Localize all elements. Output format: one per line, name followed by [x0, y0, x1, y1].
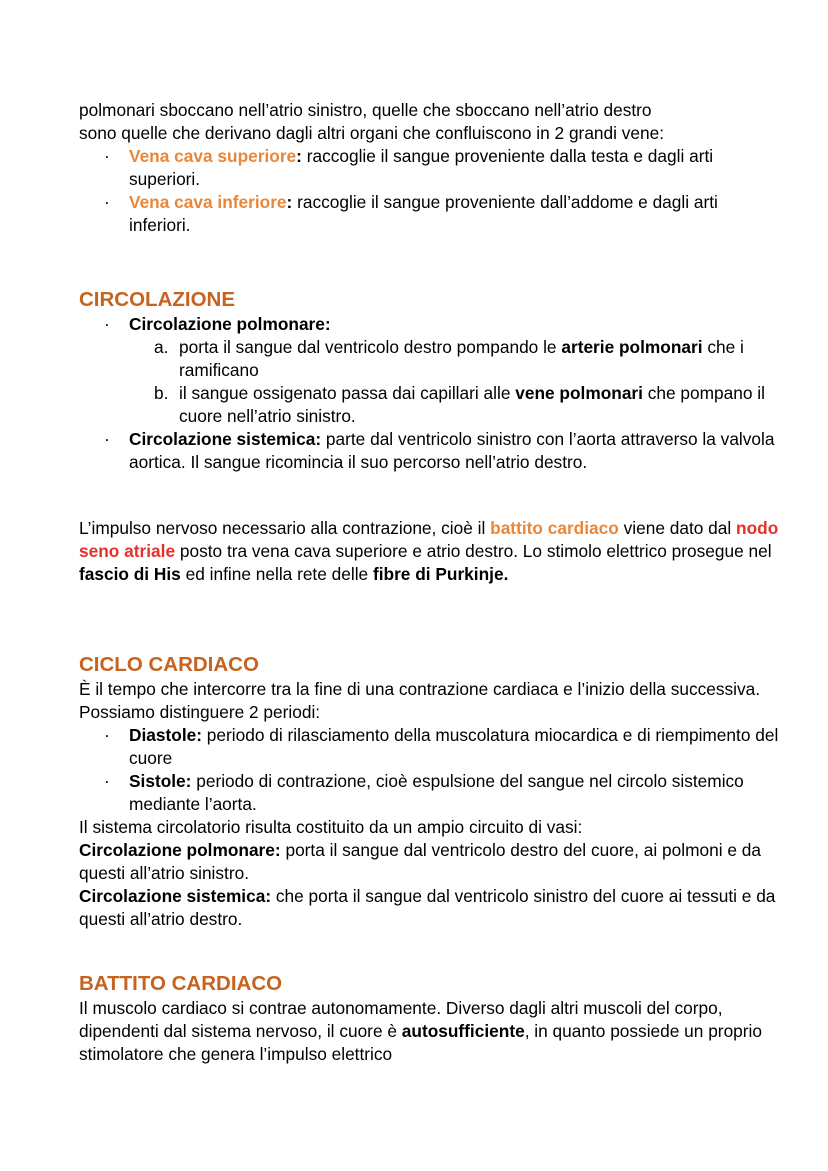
term-sistole: Sistole:	[129, 771, 192, 791]
sistema-circolatorio-line: Il sistema circolatorio risulta costituito da un ampio circuito di vasi:	[79, 817, 583, 837]
term-fibre-di-purkinje: fibre di Purkinje.	[372, 564, 509, 584]
term-arterie-polmonari: arterie polmonari	[561, 337, 703, 357]
ciclo-intro: È il tempo che intercorre tra la fine di una contrazione cardiaca e l’inizio della successiva. Possiamo distinguere 2 periodi:	[79, 679, 761, 722]
circolazione-sistemica-title: Circolazione sistemica:	[129, 429, 322, 449]
impulso-text-3: posto tra vena cava superiore e atrio destro. Lo stimolo elettrico prosegue nel	[175, 541, 772, 561]
heading-ciclo-cardiaco: CICLO CARDIACO	[79, 653, 259, 676]
battito-text-2: , in quanto possiede un proprio stimolatore che genera l’impulso elettrico	[79, 1021, 762, 1064]
impulso-text-2: viene dato dal	[618, 518, 737, 538]
term-colon: :	[286, 192, 293, 212]
term-circolazione-polmonare: Circolazione polmonare:	[79, 840, 281, 860]
impulso-text	[79, 517, 779, 586]
list-item-vena-cava-inferiore	[79, 191, 779, 237]
heading-battito-cardiaco: BATTITO CARDIACO	[79, 972, 283, 995]
bullet-icon: ·	[104, 725, 110, 745]
term-diastole: Diastole:	[129, 725, 202, 745]
circolazione-section	[79, 287, 779, 474]
intro-line-1: polmonari sboccano nell’atrio sinistro, quelle che sboccano nell’atrio destro	[79, 100, 652, 120]
list-item-sistole	[79, 770, 779, 816]
vene-cave-list	[79, 145, 779, 237]
battito-paragraph	[79, 997, 779, 1066]
circolazione-polmonare-text: porta il sangue dal ventricolo destro del cuore, ai polmoni e da questi all’atrio sinistro.	[79, 840, 761, 883]
vena-cava-superiore-text: raccoglie il sangue proveniente dalla testa e dagli arti superiori.	[129, 146, 714, 189]
bullet-icon: ·	[104, 146, 110, 166]
bullet-icon: ·	[104, 314, 110, 334]
term-vene-polmonari: vene polmonari	[515, 383, 643, 403]
term-vena-cava-superiore: Vena cava superiore	[129, 146, 297, 166]
sublist-number: a.	[154, 337, 169, 357]
term-fascio-di-his: fascio di His	[79, 564, 181, 584]
term-nodo-seno-atriale: nodo seno atriale	[79, 518, 779, 561]
impulso-paragraph	[79, 517, 779, 586]
list-item-vena-cava-superiore	[79, 145, 779, 191]
diastole-text: periodo di rilasciamento della muscolatura miocardica e di riempimento del cuore	[129, 725, 779, 768]
circolazione-list-2	[79, 428, 779, 474]
circolazione-sistemica-text-2: che porta il sangue dal ventricolo sinistro del cuore ai tessuti e da questi all’atrio destro.	[79, 886, 776, 929]
bullet-icon: ·	[104, 192, 110, 212]
impulso-text-1: L’impulso nervoso necessario alla contrazione, cioè il	[79, 518, 491, 538]
circolazione-polmonare-title: Circolazione polmonare:	[129, 314, 331, 334]
circolazione-polmonare-paragraph	[79, 839, 779, 885]
list-item-diastole	[79, 724, 779, 770]
sublist-number: b.	[154, 383, 169, 403]
circolazione-sistemica-text: parte dal ventricolo sinistro con l’aorta attraverso la valvola aortica. Il sangue ricomincia il suo percorso nell’atrio destro.	[129, 429, 775, 472]
periodi-list	[79, 724, 779, 816]
term-battito-cardiaco: battito cardiaco	[490, 518, 619, 538]
sublist-a-text-2: che i ramificano	[179, 337, 744, 380]
vena-cava-inferiore-text: raccoglie il sangue proveniente dall’addome e dagli arti inferiori.	[129, 192, 718, 235]
sublist-item-a	[79, 336, 779, 382]
intro-section	[79, 99, 779, 237]
list-item-circolazione-polmonare	[79, 313, 779, 336]
term-vena-cava-inferiore: Vena cava inferiore	[129, 192, 287, 212]
ciclo-cardiaco-section	[79, 652, 779, 931]
impulso-text-4: ed infine nella rete delle	[180, 564, 373, 584]
sistole-text: periodo di contrazione, cioè espulsione del sangue nel circolo sistemico mediante l’aorta.	[129, 771, 744, 814]
circolazione-sistemica-paragraph	[79, 885, 779, 931]
battito-text-1: Il muscolo cardiaco si contrae autonomamente. Diverso dagli altri muscoli del corpo, dipendenti dal sistema nervoso, il cuore è	[79, 998, 723, 1041]
bullet-icon: ·	[104, 429, 110, 449]
intro-line-2: sono quelle che derivano dagli altri organi che confluiscono in 2 grandi vene:	[79, 123, 665, 143]
sublist-b-text-2: che pompano il cuore nell’atrio sinistro.	[179, 383, 765, 426]
battito-cardiaco-section	[79, 971, 779, 1066]
list-item-circolazione-sistemica	[79, 428, 779, 474]
sublist-a-text-1: porta il sangue dal ventricolo destro pompando le	[179, 337, 562, 357]
sublist-item-b	[79, 382, 779, 428]
term-colon: :	[296, 146, 302, 166]
circolazione-list	[79, 313, 779, 336]
heading-circolazione: CIRCOLAZIONE	[79, 288, 236, 311]
sublist-b-text-1: il sangue ossigenato passa dai capillari alle	[179, 383, 516, 403]
circolazione-polmonare-sublist	[79, 336, 779, 428]
bullet-icon: ·	[104, 771, 110, 791]
term-autosufficiente: autosufficiente	[401, 1021, 525, 1041]
term-circolazione-sistemica: Circolazione sistemica:	[79, 886, 272, 906]
